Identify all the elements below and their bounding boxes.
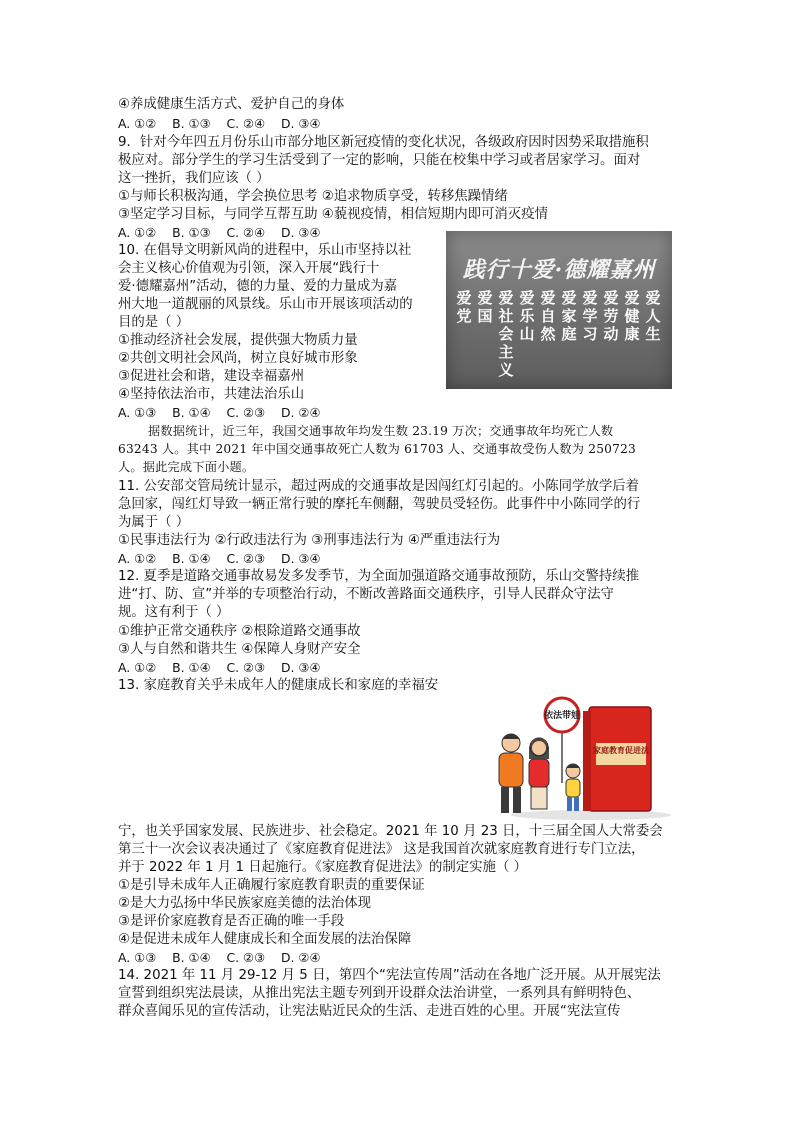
q13-stem-line2: 宁，也关乎国家发展、民族进步、社会稳定。2021 年 10 月 23 日，十三届全国人大常委会 bbox=[118, 824, 663, 839]
banner-column: 爱健康 bbox=[624, 289, 640, 343]
stats-line1: 据数据统计，近三年，我国交通事故年均发生数 23.19 万次；交通事故年均死亡人数 bbox=[148, 424, 614, 438]
sign-text: 依法带娃 bbox=[543, 711, 581, 721]
banner-column: 爱党 bbox=[456, 289, 472, 325]
q12-stem-line3: 规。这有利于（ ） bbox=[118, 605, 230, 620]
q12-options: A. ①② B. ①④ C. ②③ D. ③④ bbox=[118, 660, 321, 675]
q9-items-1-2: ①与师长积极沟通，学会换位思考 ②追求物质享受，转移焦躁情绪 bbox=[118, 189, 508, 204]
q12-items-1-2: ①维护正常交通秩序 ②根除道路交通事故 bbox=[118, 624, 361, 639]
banner-column: 爱人生 bbox=[645, 289, 661, 343]
q13-item-2: ②是大力弘扬中华民族家庭美德的法治体现 bbox=[118, 896, 372, 911]
q9-stem-line1: 9．针对今年四五月份乐山市部分地区新冠疫情的变化状况，各级政府因时因势采取措施积 bbox=[118, 135, 649, 150]
q11-options: A. ①② B. ①④ C. ②③ D. ③④ bbox=[118, 551, 321, 566]
q13-stem-line4: 并于 2022 年 1 月 1 日起施行。《家庭教育促进法》的制定实施（ ） bbox=[118, 860, 527, 875]
q12-stem-line2: 进“打、防、宣”并举的专项整治行动，不断改善路面交通秩序，引导人民群众守法守 bbox=[118, 587, 614, 602]
banner-column: 爱家庭 bbox=[561, 289, 577, 343]
q11-stem-line3: 为属于（ ） bbox=[118, 515, 190, 530]
q10-item-4: ④坚持依法治市，共建法治乐山 bbox=[118, 387, 305, 402]
q13-item-1: ①是引导未成年人正确履行家庭教育职责的重要保证 bbox=[118, 878, 425, 893]
q9-options: A. ①② B. ①③ C. ②④ D. ③④ bbox=[118, 225, 321, 240]
q13-stem-line1: 13. 家庭教育关乎未成年人的健康成长和家庭的幸福安 bbox=[118, 678, 439, 693]
q9-stem-line3: 这一挫折，我们应该（ ） bbox=[118, 171, 270, 186]
q11-items: ①民事违法行为 ②行政违法行为 ③刑事违法行为 ④严重违法行为 bbox=[118, 533, 501, 548]
q13-item-3: ③是评价家庭教育是否正确的唯一手段 bbox=[118, 914, 345, 929]
q14-stem-line1: 14. 2021 年 11 月 29-12 月 5 日，第四个“宪法宣传周”活动在各地广泛开展。从开展宪法 bbox=[118, 968, 661, 983]
q10-options: A. ①③ B. ①④ C. ②③ D. ②④ bbox=[118, 405, 321, 420]
banner-column: 爱劳动 bbox=[603, 289, 619, 343]
q8-options: A. ①② B. ①③ C. ②④ D. ③④ bbox=[118, 116, 321, 131]
stats-line2: 63243 人。其中 2021 年中国交通事故死亡人数为 61703 人、交通事故受伤人数为 250723 bbox=[118, 442, 636, 456]
q10-stem-line4: 州大地一道靓丽的风景线。乐山市开展该项活动的 bbox=[118, 297, 413, 312]
q13-item-4: ④是促进未成年人健康成长和全面发展的法治保障 bbox=[118, 932, 412, 947]
q9-items-3-4: ③坚定学习目标，与同学互帮互助 ④藐视疫情，相信短期内即可消灭疫情 bbox=[118, 207, 548, 222]
q9-stem-line2: 极应对。部分学生的学习生活受到了一定的影响，只能在校集中学习或者居家学习。面对 bbox=[118, 153, 641, 168]
q12-stem-line1: 12. 夏季是道路交通事故易发多发季节，为全面加强道路交通事故预防，乐山交警持续推 bbox=[118, 569, 640, 584]
banner-column: 爱乐山 bbox=[519, 289, 535, 343]
q14-stem-line2: 宣誓到组织宪法晨读，从推出宪法主题专列到开设群众法治讲堂，一系列具有鲜明特色、 bbox=[118, 986, 641, 1001]
q11-stem-line1: 11. 公安部交管局统计显示，超过两成的交通事故是因闯红灯引起的。小陈同学放学后着 bbox=[118, 479, 640, 494]
ten-loves-banner-image bbox=[446, 231, 672, 389]
banner-column: 爱自然 bbox=[540, 289, 556, 343]
banner-column: 爱国 bbox=[477, 289, 493, 325]
family-education-illustration bbox=[491, 693, 673, 821]
book-title: 家庭教育促进法 bbox=[593, 746, 649, 755]
q14-stem-line3: 群众喜闻乐见的宣传活动，让宪法贴近民众的生活、走进百姓的心里。开展“宪法宣传 bbox=[118, 1004, 621, 1019]
q10-stem-line5: 目的是（ ） bbox=[118, 315, 190, 330]
q10-stem-line3: 爱·德耀嘉州”活动，德的力量、爱的力量成为嘉 bbox=[118, 279, 398, 294]
q13-stem-line3: 第三十一次会议表决通过了《家庭教育促进法》 这是我国首次就家庭教育进行专门立法， bbox=[118, 842, 645, 857]
q10-stem-line1: 10. 在倡导文明新风尚的进程中，乐山市坚持以社 bbox=[118, 243, 412, 258]
q10-stem-line2: 会主义核心价值观为引领，深入开展“践行十 bbox=[118, 261, 380, 276]
q10-item-1: ①推动经济社会发展，提供强大物质力量 bbox=[118, 333, 358, 348]
q13-options: A. ①③ B. ①④ C. ②③ D. ②④ bbox=[118, 950, 321, 965]
q8-item-4: ④养成健康生活方式、爱护自己的身体 bbox=[118, 97, 345, 112]
q12-items-3-4: ③人与自然和谐共生 ④保障人身财产安全 bbox=[118, 642, 361, 657]
stats-line3: 人。据此完成下面小题。 bbox=[118, 460, 255, 474]
q10-item-2: ②共创文明社会风尚，树立良好城市形象 bbox=[118, 351, 358, 366]
banner-column: 爱学习 bbox=[582, 289, 598, 343]
q11-stem-line2: 急回家，闯红灯导致一辆正常行驶的摩托车侧翻，驾驶员受轻伤。此事件中小陈同学的行 bbox=[118, 497, 641, 512]
q10-item-3: ③促进社会和谐，建设幸福嘉州 bbox=[118, 369, 305, 384]
banner-title: 践行十爱·德耀嘉州 bbox=[462, 257, 656, 283]
banner-column: 爱社会主义 bbox=[498, 289, 514, 379]
